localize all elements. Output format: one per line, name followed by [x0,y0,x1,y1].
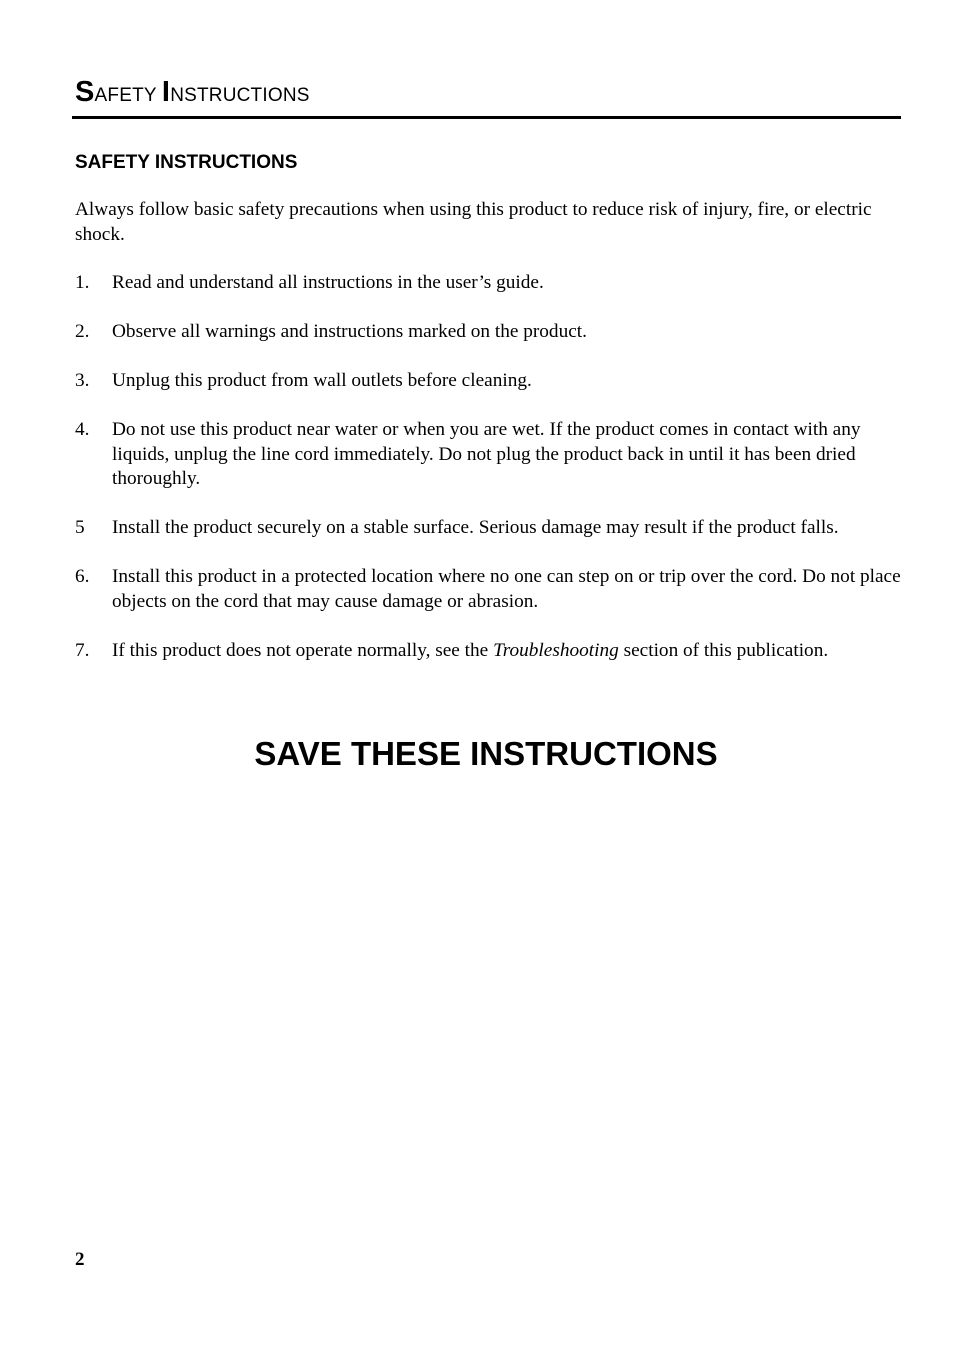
item-text: Observe all warnings and instructions marked on the product. [112,321,587,342]
item-text [112,639,905,664]
list-item [75,516,905,541]
item-text: Install this product in a protected location where no one can step on or trip over the cord. Do not place objects on the cord that may cause damage or abrasion. [112,566,901,612]
item-text: Unplug this product from wall outlets before cleaning. [112,370,532,391]
troubleshooting-reference: Troubleshooting [493,639,619,661]
item-number: 3. [75,370,90,391]
list-item [75,369,905,394]
running-head-cap-i: I [161,76,171,108]
item-text-before: If this product does not operate normally, see the [112,639,494,661]
list-item [75,565,905,614]
list-item [75,271,905,296]
save-instructions-heading: SAVE THESE INSTRUCTIONS [254,735,718,772]
page-number: 2 [75,1249,85,1270]
running-head-rest-1: AFETY [94,85,162,106]
item-number: 1. [75,272,90,293]
item-number: 4. [75,419,90,440]
running-head-rest-2: NSTRUCTIONS [170,85,310,106]
item-text: Read and understand all instructions in the user’s guide. [112,272,544,293]
intro-paragraph: Always follow basic safety precautions when using this product to reduce risk of injury, fire, or electric shock. [75,199,872,245]
item-text: Install the product securely on a stable surface. Serious damage may result if the product falls. [112,517,839,538]
running-head [75,78,310,107]
list-item [75,418,905,492]
instructions-list [75,271,905,688]
running-head-cap-s: S [75,76,95,108]
list-item [75,639,905,664]
item-text-after: section of this publication. [618,639,829,661]
item-number: 5 [75,517,85,538]
header-rule [72,116,901,119]
section-title: SAFETY INSTRUCTIONS [75,152,298,173]
list-item [75,320,905,345]
item-number: 2. [75,321,90,342]
item-number: 6. [75,566,90,587]
item-text: Do not use this product near water or when you are wet. If the product comes in contact with any liquids, unplug the line cord immediately. Do not plug the product back in until it has been dried thoroughly. [112,419,861,489]
item-number: 7. [75,639,90,661]
